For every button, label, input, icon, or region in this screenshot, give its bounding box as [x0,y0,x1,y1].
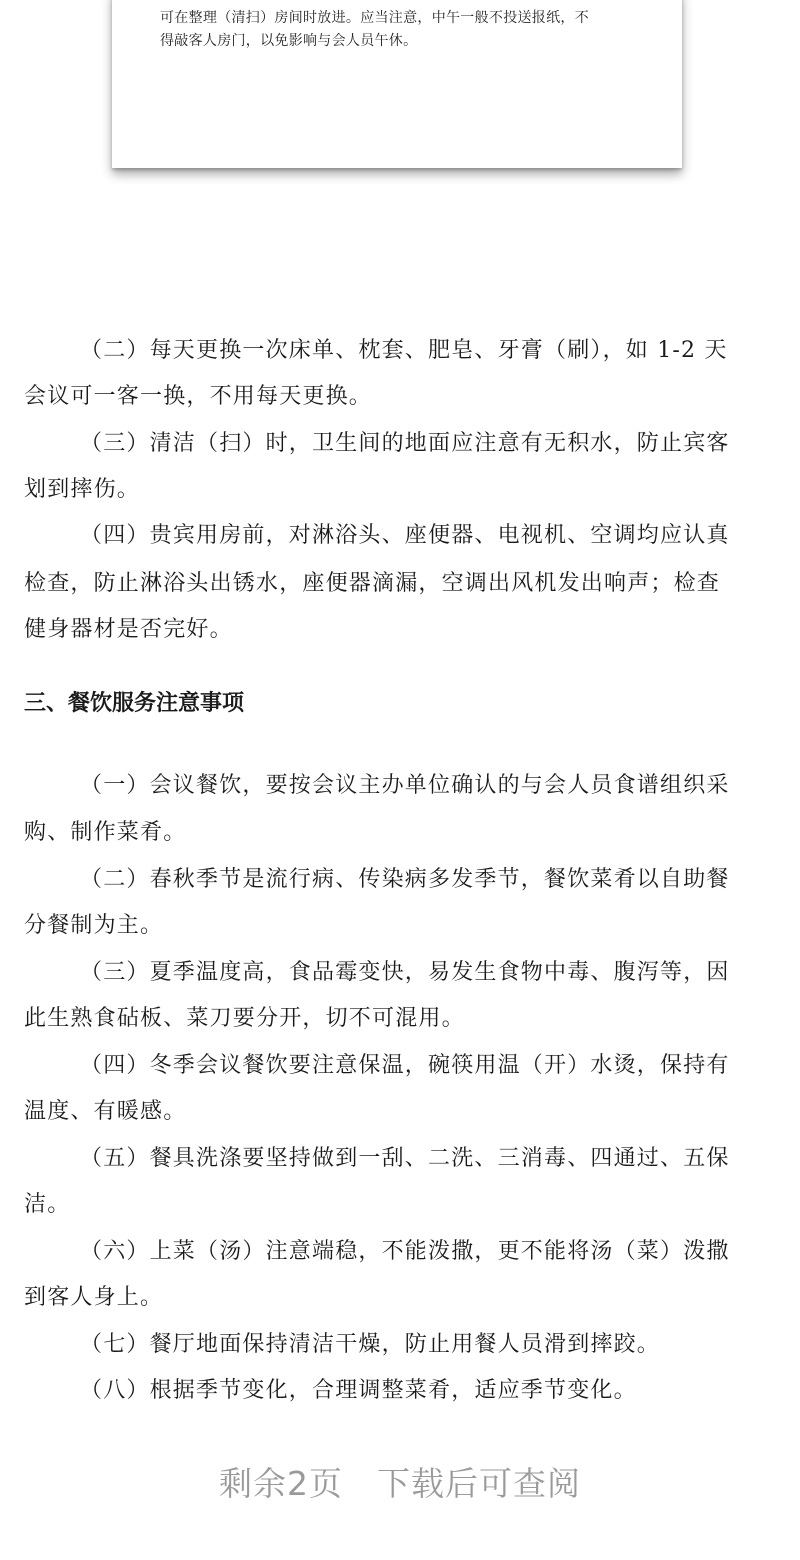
card-text-line: 得敲客人房门，以免影响与会人员午休。 [160,33,418,49]
paragraph-line: （五）餐具洗涤要坚持做到一刮、二洗、三消毒、四通过、五保 [80,1146,730,1171]
paragraph-line: （六）上菜（汤）注意端稳，不能泼撒，更不能将汤（菜）泼撒 [80,1239,730,1264]
document-page-card [112,0,682,168]
paragraph-line: （八）根据季节变化，合理调整菜肴，适应季节变化。 [80,1378,637,1403]
paragraph-line: （三）清洁（扫）时，卫生间的地面应注意有无积水，防止宾客 [80,431,730,456]
paragraph-line: （四）贵宾用房前，对淋浴头、座便器、电视机、空调均应认真 [80,523,730,548]
paragraph-line: 划到摔伤。 [24,477,141,502]
paragraph-line: 到客人身上。 [24,1285,164,1310]
paragraph-line: （二）每天更换一次床单、枕套、肥皂、牙膏（刷），如 1-2 天 [80,338,728,363]
paragraph-line: （三）夏季温度高，食品霉变快，易发生食物中毒、腹泻等，因 [80,960,730,985]
remaining-pages-download-prompt[interactable]: 剩余2页 下载后可查阅 [219,1464,581,1503]
paragraph-line: 会议可一客一换，不用每天更换。 [24,384,373,409]
paragraph-line: （四）冬季会议餐饮要注意保温，碗筷用温（开）水烫，保持有 [80,1053,730,1078]
paragraph-line: 洁。 [24,1192,71,1217]
card-text-line: 可在整理（清扫）房间时放进。应当注意，中午一般不投送报纸，不 [160,10,589,26]
paragraph-line: 健身器材是否完好。 [24,617,233,642]
paragraph-line: （二）春秋季节是流行病、传染病多发季节，餐饮菜肴以自助餐 [80,867,730,892]
paragraph-line: （七）餐厅地面保持清洁干燥，防止用餐人员滑到摔跤。 [80,1332,661,1357]
paragraph-line: （一）会议餐饮，要按会议主办单位确认的与会人员食谱组织采 [80,773,730,798]
paragraph-line: 检查，防止淋浴头出锈水，座便器滴漏，空调出风机发出响声；检查 [24,571,721,596]
paragraph-line: 温度、有暖感。 [24,1099,187,1124]
paragraph-line: 分餐制为主。 [24,913,164,938]
paragraph-line: 购、制作菜肴。 [24,820,187,845]
section-heading: 三、餐饮服务注意事项 [24,691,245,716]
paragraph-line: 此生熟食砧板、菜刀要分开，切不可混用。 [24,1006,465,1031]
